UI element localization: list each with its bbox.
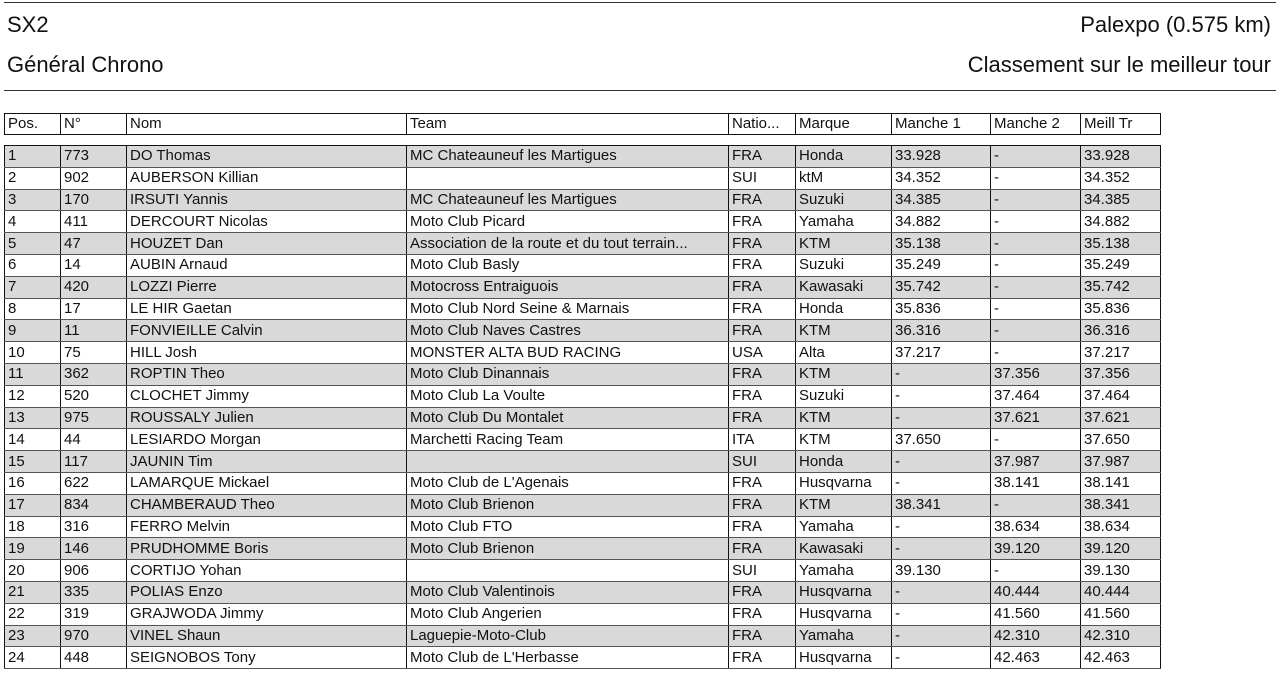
cell-nation: USA <box>729 342 796 364</box>
cell-pos: 12 <box>5 385 61 407</box>
cell-number: 319 <box>61 603 127 625</box>
cell-number: 17 <box>61 298 127 320</box>
cell-heat2: - <box>991 560 1081 582</box>
table-row[interactable] <box>5 451 1161 473</box>
cell-number: 420 <box>61 276 127 298</box>
cell-nation: FRA <box>729 407 796 429</box>
cell-heat2: 39.120 <box>991 538 1081 560</box>
table-row[interactable] <box>5 494 1161 516</box>
table-row[interactable] <box>5 603 1161 625</box>
table-row[interactable] <box>5 538 1161 560</box>
cell-brand: Suzuki <box>796 189 892 211</box>
cell-team: Moto Club Valentinois <box>407 581 729 603</box>
top-rule <box>4 2 1276 3</box>
cell-name: JAUNIN Tim <box>127 451 407 473</box>
cell-brand: Kawasaki <box>796 276 892 298</box>
cell-name: CORTIJO Yohan <box>127 560 407 582</box>
cell-heat1: 37.217 <box>892 342 991 364</box>
cell-nation: SUI <box>729 451 796 473</box>
cell-heat2: - <box>991 298 1081 320</box>
cell-brand: KTM <box>796 233 892 255</box>
cell-name: LOZZI Pierre <box>127 276 407 298</box>
header-spacer <box>5 135 1161 146</box>
cell-heat2: 37.356 <box>991 363 1081 385</box>
cell-name: IRSUTI Yannis <box>127 189 407 211</box>
table-row[interactable] <box>5 189 1161 211</box>
cell-name: VINEL Shaun <box>127 625 407 647</box>
cell-heat1: - <box>892 451 991 473</box>
cell-brand: Husqvarna <box>796 603 892 625</box>
cell-team: Moto Club Brienon <box>407 538 729 560</box>
cell-name: AUBERSON Killian <box>127 167 407 189</box>
cell-heat1: 34.352 <box>892 167 991 189</box>
cell-team: Moto Club Brienon <box>407 494 729 516</box>
header-rule <box>4 90 1276 91</box>
cell-best-lap: 33.928 <box>1081 146 1161 168</box>
cell-pos: 20 <box>5 560 61 582</box>
cell-heat1: 35.836 <box>892 298 991 320</box>
cell-heat2: - <box>991 320 1081 342</box>
cell-brand: KTM <box>796 320 892 342</box>
cell-name: HILL Josh <box>127 342 407 364</box>
cell-brand: Husqvarna <box>796 472 892 494</box>
cell-heat2: 42.310 <box>991 625 1081 647</box>
cell-heat1: 39.130 <box>892 560 991 582</box>
cell-team <box>407 560 729 582</box>
cell-number: 975 <box>61 407 127 429</box>
cell-number: 902 <box>61 167 127 189</box>
table-row[interactable] <box>5 625 1161 647</box>
cell-name: ROPTIN Theo <box>127 363 407 385</box>
cell-heat1: - <box>892 625 991 647</box>
cell-name: ROUSSALY Julien <box>127 407 407 429</box>
cell-brand: Yamaha <box>796 211 892 233</box>
col-header-heat2[interactable]: Manche 2 <box>991 114 1081 135</box>
table-row[interactable] <box>5 254 1161 276</box>
cell-team: Association de la route et du tout terrain... <box>407 233 729 255</box>
cell-brand: ktM <box>796 167 892 189</box>
cell-name: GRAJWODA Jimmy <box>127 603 407 625</box>
cell-nation: FRA <box>729 647 796 669</box>
cell-name: PRUDHOMME Boris <box>127 538 407 560</box>
table-row[interactable] <box>5 320 1161 342</box>
cell-pos: 17 <box>5 494 61 516</box>
cell-heat1: 33.928 <box>892 146 991 168</box>
col-header-best-lap[interactable]: Meill Tr <box>1081 114 1161 135</box>
cell-number: 47 <box>61 233 127 255</box>
cell-heat2: - <box>991 494 1081 516</box>
cell-best-lap: 36.316 <box>1081 320 1161 342</box>
cell-team: Moto Club Dinannais <box>407 363 729 385</box>
cell-number: 520 <box>61 385 127 407</box>
cell-nation: FRA <box>729 320 796 342</box>
cell-heat2: 38.634 <box>991 516 1081 538</box>
table-row[interactable] <box>5 363 1161 385</box>
cell-heat2: - <box>991 254 1081 276</box>
results-body <box>5 146 1161 669</box>
cell-team: Moto Club Angerien <box>407 603 729 625</box>
cell-name: FERRO Melvin <box>127 516 407 538</box>
cell-pos: 5 <box>5 233 61 255</box>
cell-name: POLIAS Enzo <box>127 581 407 603</box>
cell-brand: KTM <box>796 363 892 385</box>
cell-nation: FRA <box>729 363 796 385</box>
cell-nation: FRA <box>729 625 796 647</box>
cell-nation: FRA <box>729 494 796 516</box>
cell-heat1: - <box>892 516 991 538</box>
cell-name: HOUZET Dan <box>127 233 407 255</box>
col-header-pos[interactable]: Pos. <box>5 114 61 135</box>
table-row[interactable] <box>5 276 1161 298</box>
cell-number: 11 <box>61 320 127 342</box>
cell-heat1: 34.385 <box>892 189 991 211</box>
cell-nation: FRA <box>729 211 796 233</box>
cell-pos: 18 <box>5 516 61 538</box>
cell-brand: KTM <box>796 407 892 429</box>
cell-team <box>407 167 729 189</box>
cell-team: Moto Club Basly <box>407 254 729 276</box>
cell-best-lap: 37.464 <box>1081 385 1161 407</box>
cell-nation: FRA <box>729 298 796 320</box>
table-row[interactable] <box>5 211 1161 233</box>
cell-number: 44 <box>61 429 127 451</box>
cell-team: Moto Club FTO <box>407 516 729 538</box>
cell-pos: 23 <box>5 625 61 647</box>
table-row[interactable] <box>5 407 1161 429</box>
cell-brand: Kawasaki <box>796 538 892 560</box>
col-header-name[interactable]: Nom <box>127 114 407 135</box>
cell-team: Moto Club Nord Seine & Marnais <box>407 298 729 320</box>
cell-heat2: - <box>991 211 1081 233</box>
col-header-team[interactable]: Team <box>407 114 729 135</box>
cell-pos: 10 <box>5 342 61 364</box>
cell-heat1: 35.249 <box>892 254 991 276</box>
cell-name: FONVIEILLE Calvin <box>127 320 407 342</box>
cell-brand: Honda <box>796 298 892 320</box>
cell-best-lap: 39.130 <box>1081 560 1161 582</box>
cell-pos: 19 <box>5 538 61 560</box>
cell-brand: KTM <box>796 429 892 451</box>
cell-brand: Yamaha <box>796 625 892 647</box>
cell-heat2: - <box>991 342 1081 364</box>
ranking-label: Classement sur le meilleur tour <box>967 52 1271 77</box>
cell-nation: FRA <box>729 472 796 494</box>
cell-pos: 7 <box>5 276 61 298</box>
results-table <box>4 113 1161 669</box>
cell-number: 906 <box>61 560 127 582</box>
table-row[interactable] <box>5 429 1161 451</box>
cell-team: Laguepie-Moto-Club <box>407 625 729 647</box>
table-row[interactable] <box>5 581 1161 603</box>
cell-heat1: 35.742 <box>892 276 991 298</box>
cell-pos: 24 <box>5 647 61 669</box>
cell-heat1: 34.882 <box>892 211 991 233</box>
cell-name: AUBIN Arnaud <box>127 254 407 276</box>
cell-name: CHAMBERAUD Theo <box>127 494 407 516</box>
cell-team: Moto Club Picard <box>407 211 729 233</box>
cell-nation: FRA <box>729 254 796 276</box>
cell-name: LE HIR Gaetan <box>127 298 407 320</box>
cell-pos: 22 <box>5 603 61 625</box>
cell-best-lap: 35.742 <box>1081 276 1161 298</box>
cell-brand: Honda <box>796 451 892 473</box>
cell-nation: SUI <box>729 560 796 582</box>
cell-heat2: 42.463 <box>991 647 1081 669</box>
cell-number: 448 <box>61 647 127 669</box>
cell-pos: 6 <box>5 254 61 276</box>
cell-best-lap: 42.310 <box>1081 625 1161 647</box>
cell-number: 316 <box>61 516 127 538</box>
table-row[interactable] <box>5 560 1161 582</box>
cell-brand: Suzuki <box>796 385 892 407</box>
cell-heat2: 41.560 <box>991 603 1081 625</box>
page-title: SX2 <box>7 12 49 37</box>
cell-nation: FRA <box>729 581 796 603</box>
table-row[interactable] <box>5 385 1161 407</box>
cell-name: LAMARQUE Mickael <box>127 472 407 494</box>
cell-heat2: 37.987 <box>991 451 1081 473</box>
cell-heat2: 37.464 <box>991 385 1081 407</box>
cell-heat1: 35.138 <box>892 233 991 255</box>
cell-name: DO Thomas <box>127 146 407 168</box>
cell-best-lap: 34.352 <box>1081 167 1161 189</box>
cell-heat1: - <box>892 385 991 407</box>
cell-heat2: - <box>991 276 1081 298</box>
venue-label: Palexpo (0.575 km) <box>1080 12 1271 37</box>
cell-best-lap: 37.621 <box>1081 407 1161 429</box>
cell-brand: Yamaha <box>796 560 892 582</box>
cell-nation: FRA <box>729 385 796 407</box>
cell-best-lap: 35.138 <box>1081 233 1161 255</box>
cell-heat2: - <box>991 429 1081 451</box>
table-row[interactable] <box>5 167 1161 189</box>
cell-team: MC Chateauneuf les Martigues <box>407 146 729 168</box>
cell-heat1: - <box>892 407 991 429</box>
cell-heat2: 38.141 <box>991 472 1081 494</box>
cell-pos: 16 <box>5 472 61 494</box>
cell-heat2: 37.621 <box>991 407 1081 429</box>
cell-team: Moto Club Du Montalet <box>407 407 729 429</box>
cell-brand: KTM <box>796 494 892 516</box>
cell-nation: FRA <box>729 538 796 560</box>
cell-best-lap: 38.634 <box>1081 516 1161 538</box>
cell-number: 170 <box>61 189 127 211</box>
cell-best-lap: 39.120 <box>1081 538 1161 560</box>
cell-heat1: 36.316 <box>892 320 991 342</box>
cell-heat1: - <box>892 647 991 669</box>
cell-number: 14 <box>61 254 127 276</box>
cell-nation: FRA <box>729 146 796 168</box>
cell-best-lap: 37.217 <box>1081 342 1161 364</box>
cell-number: 335 <box>61 581 127 603</box>
cell-team: MC Chateauneuf les Martigues <box>407 189 729 211</box>
cell-nation: ITA <box>729 429 796 451</box>
cell-best-lap: 38.141 <box>1081 472 1161 494</box>
cell-heat2: - <box>991 146 1081 168</box>
cell-best-lap: 40.444 <box>1081 581 1161 603</box>
cell-best-lap: 35.836 <box>1081 298 1161 320</box>
cell-team: Moto Club Naves Castres <box>407 320 729 342</box>
cell-nation: FRA <box>729 233 796 255</box>
table-row[interactable] <box>5 233 1161 255</box>
cell-heat1: 38.341 <box>892 494 991 516</box>
cell-pos: 14 <box>5 429 61 451</box>
cell-best-lap: 34.385 <box>1081 189 1161 211</box>
col-header-heat1[interactable]: Manche 1 <box>892 114 991 135</box>
cell-best-lap: 37.987 <box>1081 451 1161 473</box>
cell-heat2: 40.444 <box>991 581 1081 603</box>
cell-number: 362 <box>61 363 127 385</box>
table-row[interactable] <box>5 342 1161 364</box>
cell-team: MONSTER ALTA BUD RACING <box>407 342 729 364</box>
cell-brand: Yamaha <box>796 516 892 538</box>
cell-best-lap: 35.249 <box>1081 254 1161 276</box>
cell-pos: 4 <box>5 211 61 233</box>
cell-team: Marchetti Racing Team <box>407 429 729 451</box>
table-row[interactable] <box>5 516 1161 538</box>
cell-number: 411 <box>61 211 127 233</box>
cell-number: 117 <box>61 451 127 473</box>
cell-brand: Suzuki <box>796 254 892 276</box>
cell-pos: 8 <box>5 298 61 320</box>
cell-pos: 15 <box>5 451 61 473</box>
cell-heat2: - <box>991 189 1081 211</box>
cell-nation: FRA <box>729 276 796 298</box>
cell-pos: 1 <box>5 146 61 168</box>
cell-pos: 13 <box>5 407 61 429</box>
table-row[interactable] <box>5 472 1161 494</box>
cell-nation: SUI <box>729 167 796 189</box>
cell-pos: 9 <box>5 320 61 342</box>
cell-pos: 2 <box>5 167 61 189</box>
cell-nation: FRA <box>729 516 796 538</box>
cell-number: 75 <box>61 342 127 364</box>
cell-best-lap: 34.882 <box>1081 211 1161 233</box>
table-row[interactable] <box>5 647 1161 669</box>
cell-brand: Alta <box>796 342 892 364</box>
cell-pos: 11 <box>5 363 61 385</box>
header-row <box>5 114 1161 135</box>
cell-pos: 3 <box>5 189 61 211</box>
table-row[interactable] <box>5 146 1161 168</box>
cell-number: 970 <box>61 625 127 647</box>
cell-heat2: - <box>991 167 1081 189</box>
cell-heat1: - <box>892 363 991 385</box>
cell-best-lap: 37.356 <box>1081 363 1161 385</box>
cell-heat1: 37.650 <box>892 429 991 451</box>
cell-number: 834 <box>61 494 127 516</box>
cell-heat1: - <box>892 581 991 603</box>
cell-best-lap: 38.341 <box>1081 494 1161 516</box>
cell-heat1: - <box>892 538 991 560</box>
cell-team <box>407 451 729 473</box>
cell-name: SEIGNOBOS Tony <box>127 647 407 669</box>
cell-name: LESIARDO Morgan <box>127 429 407 451</box>
cell-team: Moto Club de L'Agenais <box>407 472 729 494</box>
col-header-number[interactable]: N° <box>61 114 127 135</box>
cell-pos: 21 <box>5 581 61 603</box>
cell-team: Moto Club de L'Herbasse <box>407 647 729 669</box>
col-header-brand[interactable]: Marque <box>796 114 892 135</box>
cell-team: Motocross Entraiguois <box>407 276 729 298</box>
cell-heat1: - <box>892 603 991 625</box>
cell-name: CLOCHET Jimmy <box>127 385 407 407</box>
cell-number: 622 <box>61 472 127 494</box>
cell-nation: FRA <box>729 603 796 625</box>
cell-brand: Husqvarna <box>796 647 892 669</box>
cell-brand: Honda <box>796 146 892 168</box>
cell-heat1: - <box>892 472 991 494</box>
cell-number: 146 <box>61 538 127 560</box>
cell-team: Moto Club La Voulte <box>407 385 729 407</box>
cell-nation: FRA <box>729 189 796 211</box>
col-header-nation[interactable]: Natio... <box>729 114 796 135</box>
page-subtitle: Général Chrono <box>7 52 164 77</box>
cell-best-lap: 37.650 <box>1081 429 1161 451</box>
cell-best-lap: 41.560 <box>1081 603 1161 625</box>
cell-number: 773 <box>61 146 127 168</box>
cell-name: DERCOURT Nicolas <box>127 211 407 233</box>
cell-best-lap: 42.463 <box>1081 647 1161 669</box>
cell-heat2: - <box>991 233 1081 255</box>
table-row[interactable] <box>5 298 1161 320</box>
cell-brand: Husqvarna <box>796 581 892 603</box>
